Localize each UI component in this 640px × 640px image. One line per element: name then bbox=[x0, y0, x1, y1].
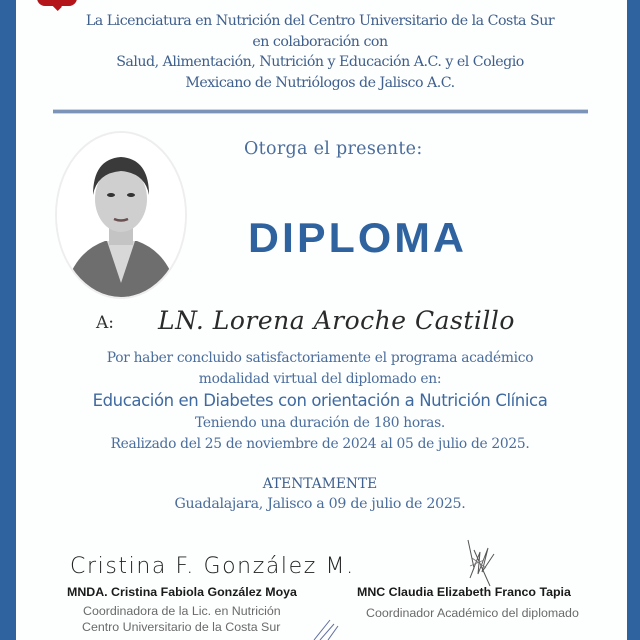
place-date: Guadalajara, Jalisco a 09 de julio de 2025. bbox=[174, 496, 466, 512]
duration-text: Teniendo una duración de 180 horas. bbox=[195, 415, 445, 431]
recipient-photo bbox=[55, 131, 187, 299]
award-intro: Otorga el presente: bbox=[244, 139, 423, 159]
header-divider bbox=[53, 109, 588, 114]
dates-text: Realizado del 25 de noviembre de 2024 al 05 de julio de 2025. bbox=[110, 436, 530, 452]
institution-header bbox=[0, 11, 640, 93]
signature-stroke-icon bbox=[310, 618, 345, 640]
salutation: ATENTAMENTE bbox=[262, 476, 378, 492]
recipient-label: A: bbox=[96, 313, 115, 333]
signatory-name: MNC Claudia Elizabeth Franco Tapia bbox=[357, 585, 571, 599]
header-line: Salud, Alimentación, Nutrición y Educación A.C. y el Colegio bbox=[116, 54, 524, 70]
right-border bbox=[627, 0, 640, 640]
signature-handwritten: Cristina F. González M. bbox=[70, 554, 355, 579]
signatory-name: MNDA. Cristina Fabiola González Moya bbox=[67, 585, 297, 599]
header-line: La Licenciatura en Nutrición del Centro Universitario de la Costa Sur bbox=[85, 13, 555, 29]
university-shield-icon bbox=[37, 0, 77, 6]
signatory-role: Centro Universitario de la Costa Sur bbox=[82, 620, 281, 634]
program-name: Educación en Diabetes con orientación a Nutrición Clínica bbox=[92, 391, 548, 410]
portrait-icon bbox=[57, 133, 185, 297]
body-line: modalidad virtual del diplomado en: bbox=[198, 371, 442, 387]
signature-scribble-icon bbox=[460, 538, 500, 588]
header-line: Mexicano de Nutriólogos de Jalisco A.C. bbox=[185, 74, 455, 91]
signatory-role: Coordinadora de la Lic. en Nutrición bbox=[83, 604, 281, 618]
header-line: en colaboración con bbox=[252, 33, 388, 50]
left-border bbox=[0, 0, 16, 640]
body-line: Por haber concluido satisfactoriamente el programa académico bbox=[106, 350, 534, 366]
recipient-name: LN. Lorena Aroche Castillo bbox=[158, 306, 515, 335]
diploma-title: DIPLOMA bbox=[248, 214, 467, 261]
signatory-role: Coordinador Académico del diplomado bbox=[366, 606, 579, 620]
